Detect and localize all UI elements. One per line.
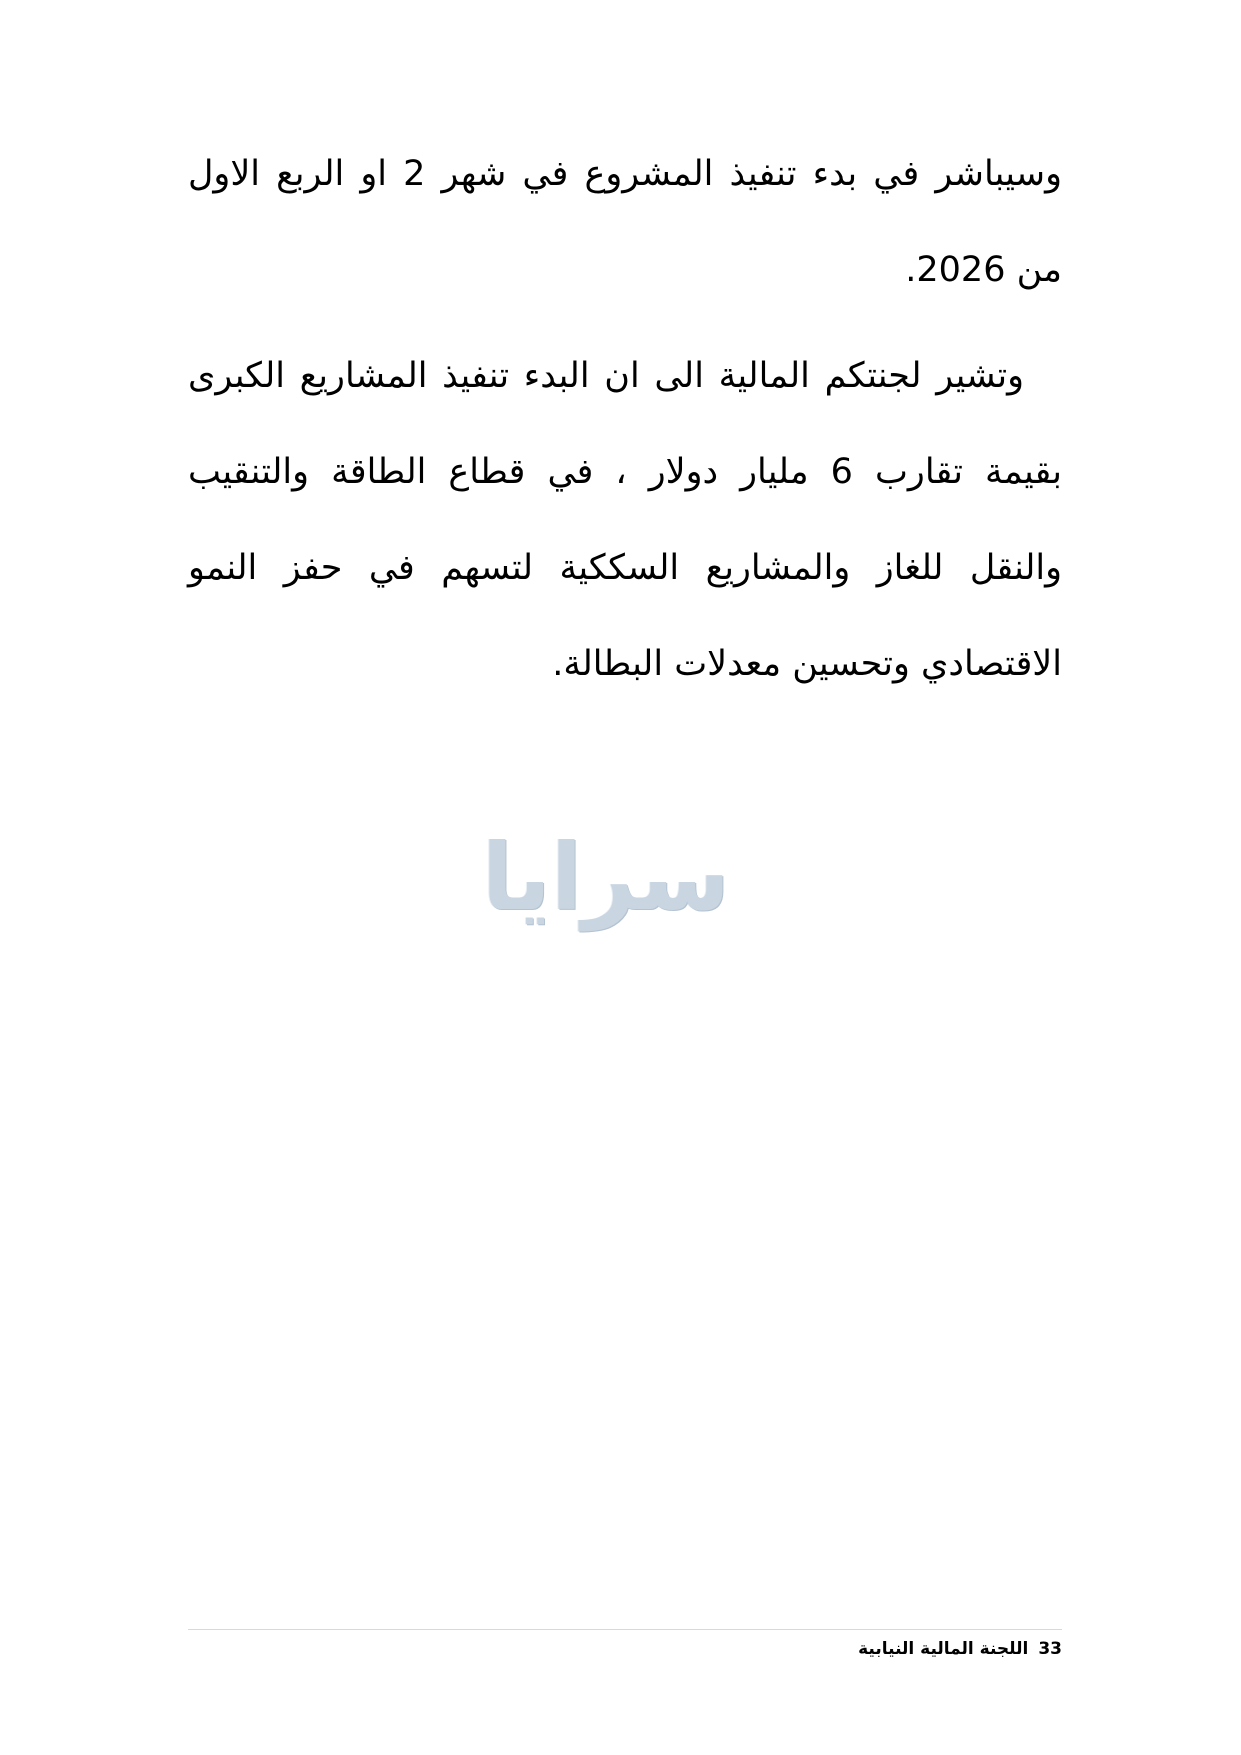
document-body (188, 126, 1062, 712)
paragraph-project-start: وسيباشر في بدء تنفيذ المشروع في شهر 2 او الربع الاول من 2026. (188, 154, 1062, 290)
footer-committee-name: اللجنة المالية النيابية (858, 1639, 1029, 1659)
saraya-watermark-logo: سرايا (481, 824, 730, 931)
page-footer (188, 1638, 1062, 1660)
page-number: 33 (1038, 1639, 1062, 1659)
paragraph-major-projects: وتشير لجنتكم المالية الى ان البدء تنفيذ المشاريع الكبرى بقيمة تقارب 6 مليار دولار ، في قطاع الطاقة والتنقيب والنقل للغاز والمشاريع السككية لتسهم في حفز النمو الاقتصادي وتحسين معدلات البطالة. (188, 356, 1062, 684)
footer-divider (188, 1629, 1062, 1630)
